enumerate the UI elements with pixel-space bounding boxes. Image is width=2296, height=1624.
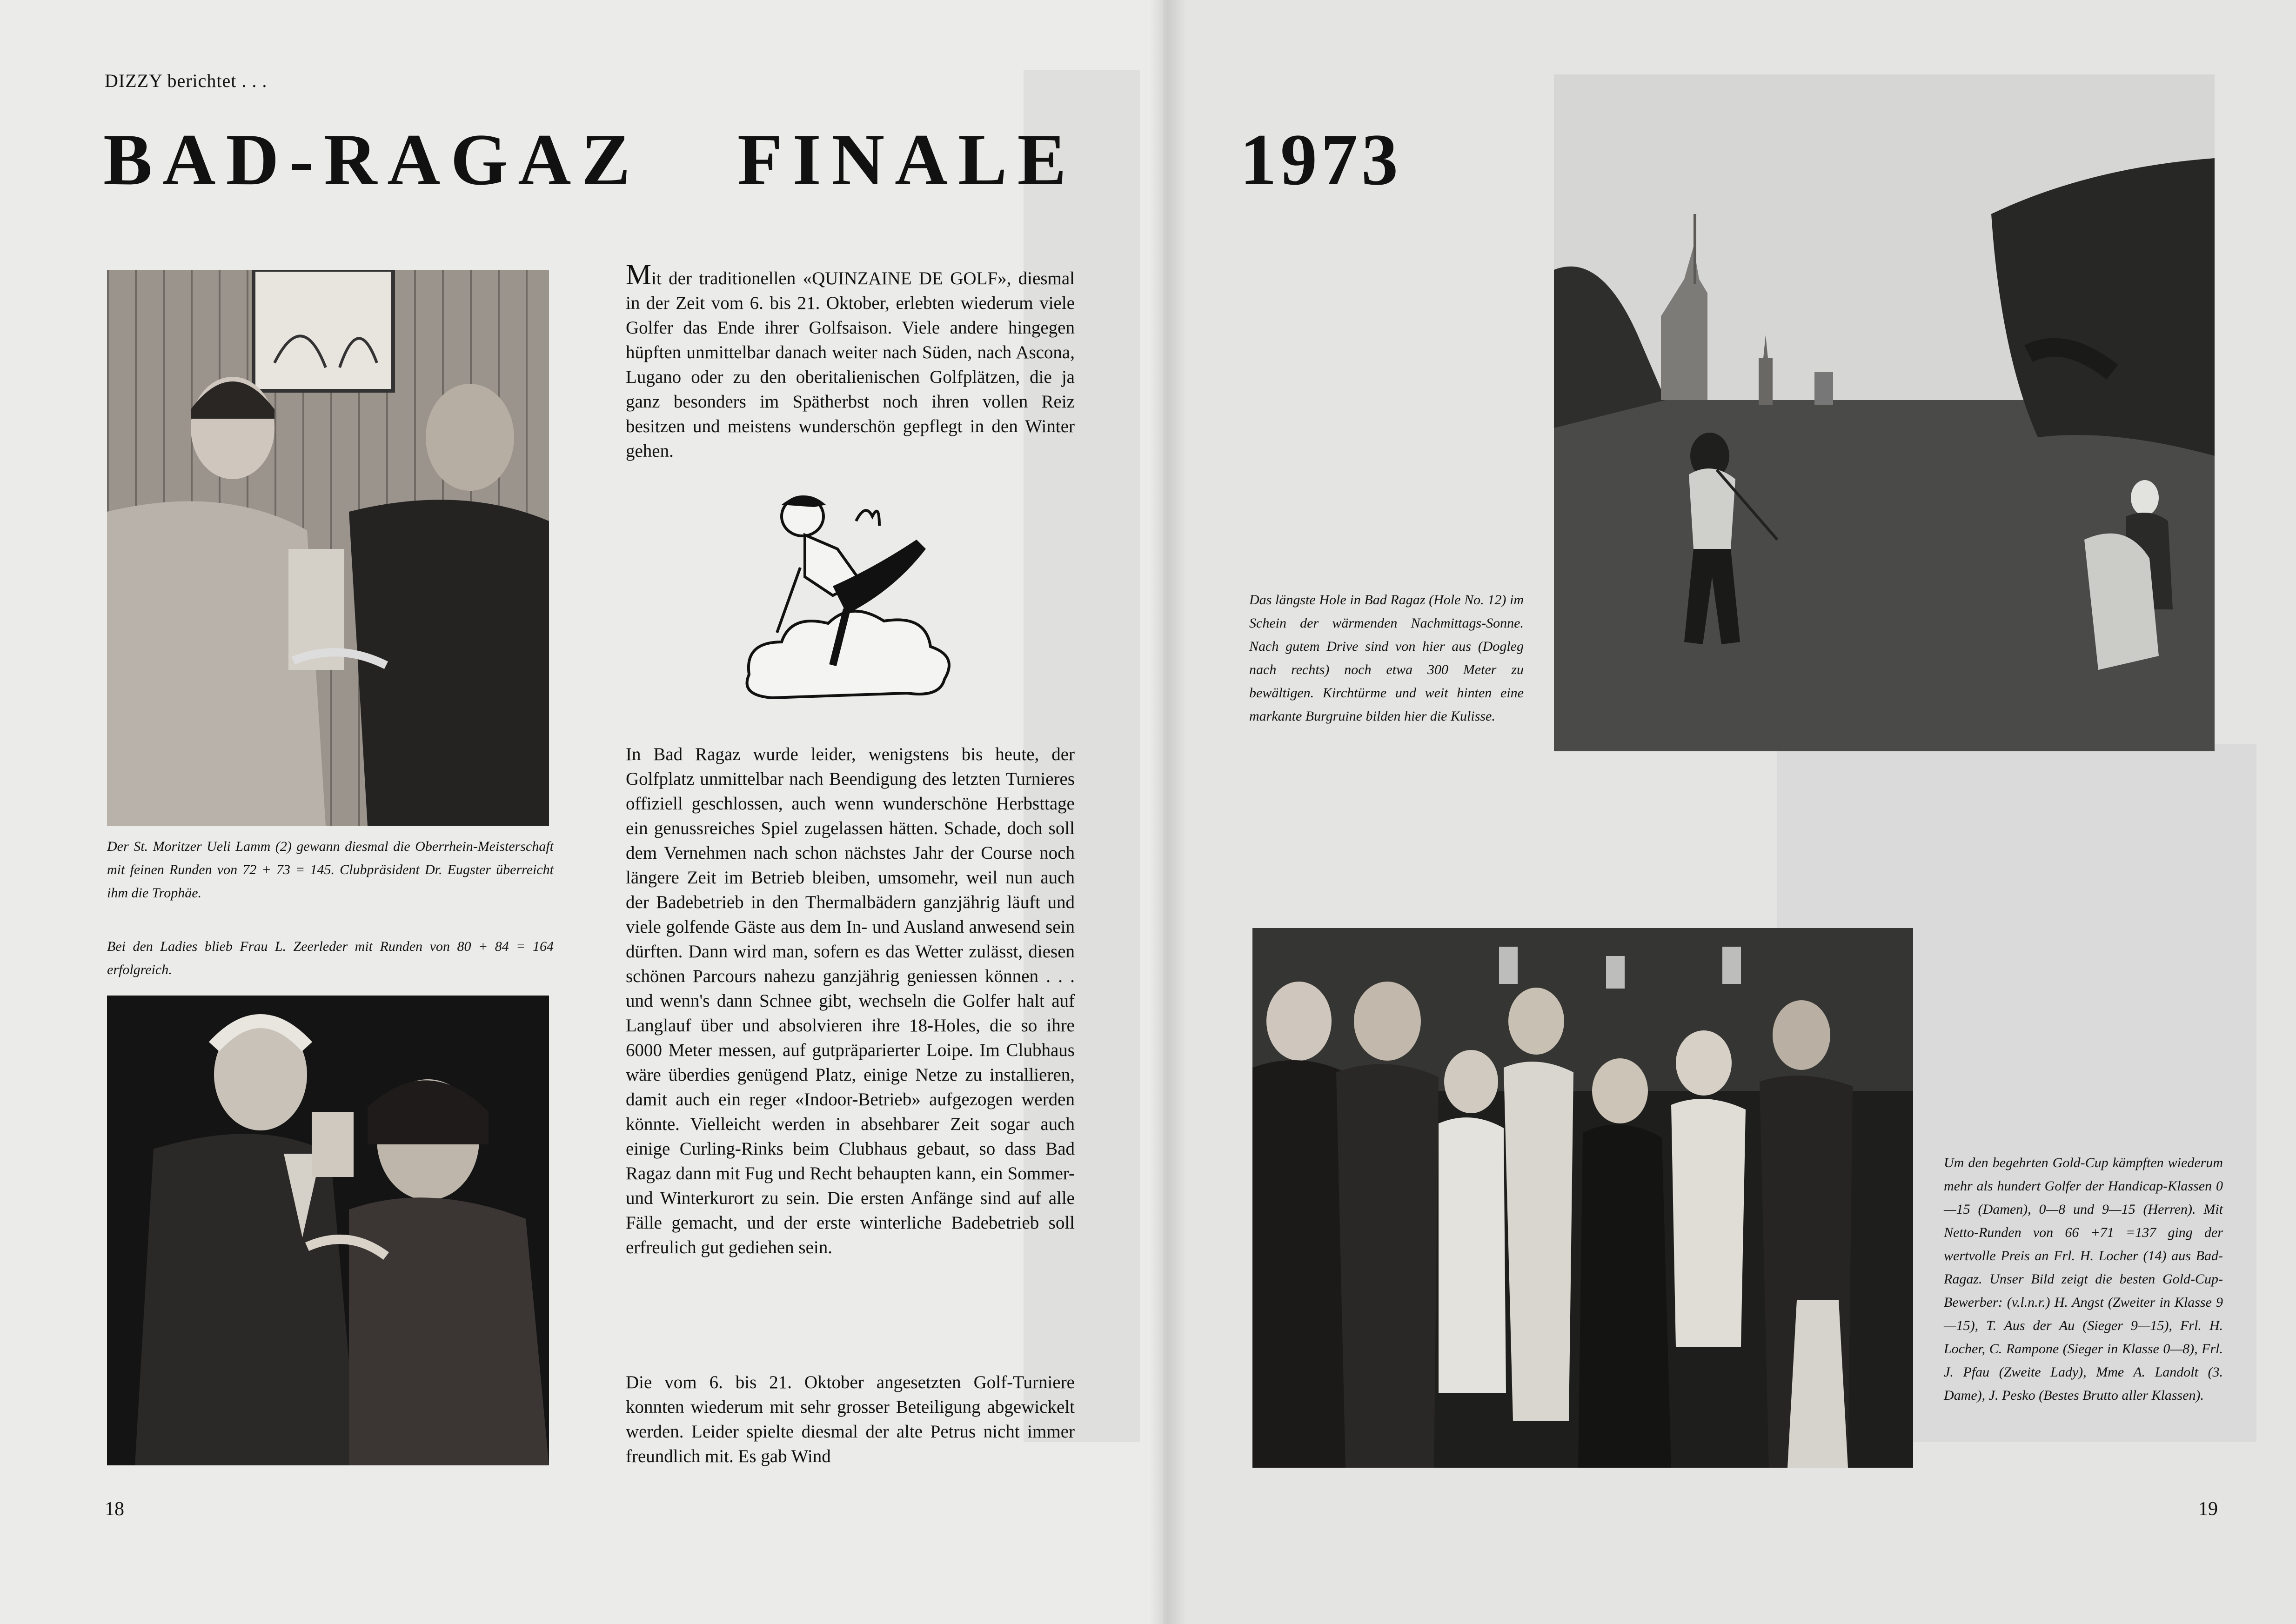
photo-trophy-ladies [107,996,549,1465]
caption-goldcup: Um den begehrten Gold-Cup kämpften wiederum mehr als hundert Golfer der Handicap-Klassen 0—15 (Damen), 0—8 und 9—15 (Herren). Mit Netto-Runden von 66 +71 =137 ging der wertvolle Preis an Frl. H. Locher (14) aus Bad-Ragaz. Unser Bild zeigt die besten Gold-Cup-Bewerber: (v.l.n.r.) H. Angst (Zweiter in Klasse 9—15), T. Aus der Au (Sieger 9—15), Frl. H. Locher, C. Rampone (Sieger in Klasse 0—8), Frl. J. Pfau (Zweite Lady), Mme A. Landolt (3. Dame), J. Pesko (Bestes Brutto aller Klassen). [1944,1155,2223,1403]
photo-trophy-men-image [107,270,549,826]
photo-golfer-fairway-image [1554,74,2215,751]
page-number-left: 18 [105,1498,124,1520]
photo-trophy-ladies-image [107,996,549,1465]
caption-ladies: Bei den Ladies blieb Frau L. Zeerleder mit Runden von 80 + 84 = 164 erfolgreich. [107,939,554,977]
golfer-cartoon-icon [740,488,958,712]
article-intro [626,261,1075,463]
article-body-2: Die vom 6. bis 21. Oktober angesetzten Golf-Turniere konnten wiederum mit sehr grosser Beteiligung abgewickelt werden. Leider spielte diesmal der alte Petrus nicht immer freundlich mit. Es gab Wind [626,1372,1075,1466]
article-intro-text: it der traditionellen «QUINZAINE DE GOLF», diesmal in der Zeit vom 6. bis 21. Oktober, erlebten wiederum viele Golfer das Ende ihrer Golfsaison. Viele andere hingegen hüpften unmittelbar danach weiter nach Süden, nach Ascona, Lugano oder zu den oberitalienischen Golfplätzen, die ja ganz besonders im Spätherbst noch ihren vollen Reiz besitzen und meistens wunderschön gepflegt in den Winter gehen. [626,268,1075,461]
kicker: DIZZY berichtet . . . [105,70,268,91]
photo-trophy-men [107,270,549,826]
page-number-right: 19 [2198,1498,2218,1520]
photo-gold-cup-group [1252,928,1913,1468]
drop-cap: M [626,259,652,291]
caption-lamm: Der St. Moritzer Ueli Lamm (2) gewann diesmal die Oberrhein-Meisterschaft mit feinen Runden von 72 + 73 = 145. Clubpräsident Dr. Eugster überreicht ihm die Trophäe. [107,839,554,901]
headline-part-2: FINALE [737,119,1077,200]
golfer-cartoon-illustration [740,488,958,712]
article-body-1: In Bad Ragaz wurde leider, wenigstens bis heute, der Golfplatz unmittelbar nach Beendigung des letzten Turnieres offiziell geschlossen, auch wenn wunderschöne Herbsttage ein genussreiches Spiel zugelassen hätten. Schade, doch soll dem Vernehmen nach schon nächstes Jahr der Course noch längere Zeit im Betrieb bleiben, umsomehr, weil nun auch der Badebetrieb in den Thermalbädern ganzjährig läuft und viele golfende Gäste aus dem In- und Ausland anwesend sein dürften. Dann wird man, sofern es das Wetter zulässt, diesen schönen Parcours nahezu ganzjährig geniessen können . . . und wenn's dann Schnee gibt, wechseln die Golfer halt auf Langlauf über und absolvieren ihre 18-Holes, die so ihre 6000 Meter messen, auf gutpräparierter Loipe. Im Clubhaus wäre überdies genügend Platz, einige Netze zu installieren, damit auch ein reger «Indoor-Betrieb» aufgezogen werden könnte. Vielleicht werden in absehbarer Zeit sogar auch einige Curling-Rinks beim Clubhaus gebaut, so dass Bad Ragaz dann mit Fug und Recht behaupten kann, ein Sommer- und Winterkurort zu sein. Die ersten Anfänge sind auf alle Fälle gemacht, und der erste winterliche Badebetrieb soll erfreulich gut gediehen sein. [626,744,1075,1257]
photo-gold-cup-group-image [1252,928,1913,1468]
page-gutter [1149,0,1186,1624]
headline-part-3: 1973 [1240,119,1402,200]
photo-golfer-fairway [1554,74,2215,751]
caption-hole: Das längste Hole in Bad Ragaz (Hole No. 12) im Schein der wärmenden Nachmittags-Sonne. Nach gutem Drive sind von hier aus (Dogleg nach rechts) noch etwa 300 Meter zu bewältigen. Kirchtürme und weit hinten eine markante Burgruine bilden hier die Kulisse. [1249,592,1524,724]
headline-part-1: BAD-RAGAZ [103,119,641,200]
